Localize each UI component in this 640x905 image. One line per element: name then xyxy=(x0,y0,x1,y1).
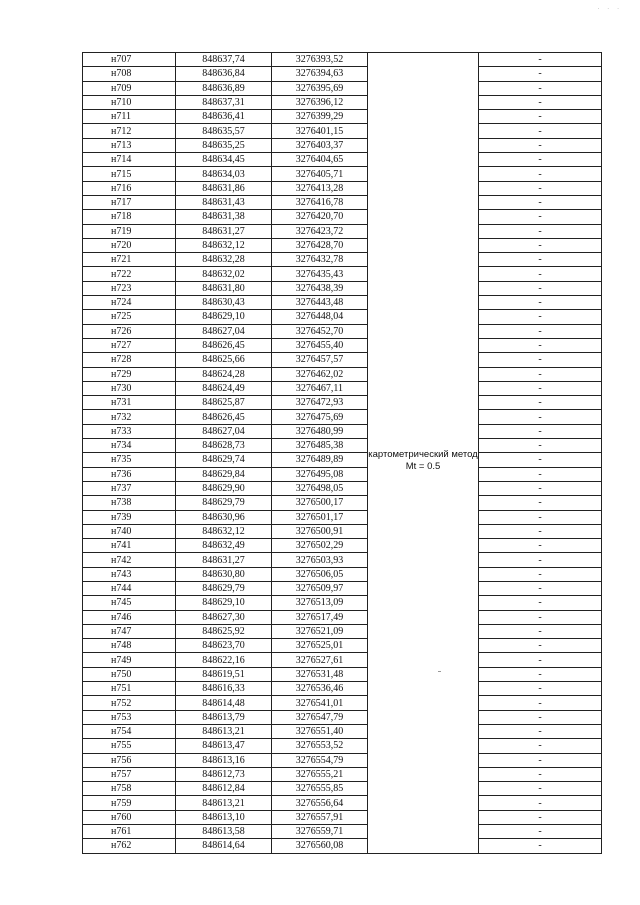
description-cell: - xyxy=(479,496,602,510)
description-cell: - xyxy=(479,424,602,438)
x-coordinate-cell: 848629,79 xyxy=(176,496,272,510)
description-cell: - xyxy=(479,95,602,109)
table-row xyxy=(83,510,602,524)
table-row xyxy=(83,496,602,510)
description-cell: - xyxy=(479,553,602,567)
point-name-cell: н756 xyxy=(83,753,176,767)
description-cell: - xyxy=(479,367,602,381)
y-coordinate-cell: 3276517,49 xyxy=(272,610,368,624)
table-row xyxy=(83,253,602,267)
table-row xyxy=(83,410,602,424)
description-cell: - xyxy=(479,110,602,124)
x-coordinate-cell: 848624,49 xyxy=(176,381,272,395)
description-cell: - xyxy=(479,410,602,424)
table-row xyxy=(83,396,602,410)
point-name-cell: н735 xyxy=(83,453,176,467)
y-coordinate-cell: 3276416,78 xyxy=(272,195,368,209)
x-coordinate-cell: 848613,58 xyxy=(176,825,272,839)
table-row xyxy=(83,310,602,324)
table-row xyxy=(83,610,602,624)
point-name-cell: н739 xyxy=(83,510,176,524)
point-name-cell: н718 xyxy=(83,210,176,224)
y-coordinate-cell: 3276555,21 xyxy=(272,767,368,781)
table-row xyxy=(83,553,602,567)
table-row xyxy=(83,167,602,181)
point-name-cell: н740 xyxy=(83,524,176,538)
point-name-cell: н753 xyxy=(83,710,176,724)
table-row xyxy=(83,696,602,710)
x-coordinate-cell: 848613,21 xyxy=(176,796,272,810)
description-cell: - xyxy=(479,667,602,681)
y-coordinate-cell: 3276503,93 xyxy=(272,553,368,567)
point-name-cell: н759 xyxy=(83,796,176,810)
x-coordinate-cell: 848626,45 xyxy=(176,338,272,352)
y-coordinate-cell: 3276395,69 xyxy=(272,81,368,95)
description-cell: - xyxy=(479,53,602,67)
description-cell: - xyxy=(479,739,602,753)
table-row xyxy=(83,796,602,810)
point-name-cell: н716 xyxy=(83,181,176,195)
table-row xyxy=(83,739,602,753)
description-cell: - xyxy=(479,167,602,181)
description-cell: - xyxy=(479,724,602,738)
y-coordinate-cell: 3276557,91 xyxy=(272,810,368,824)
point-name-cell: н732 xyxy=(83,410,176,424)
x-coordinate-cell: 848613,47 xyxy=(176,739,272,753)
table-row xyxy=(83,596,602,610)
x-coordinate-cell: 848631,80 xyxy=(176,281,272,295)
y-coordinate-cell: 3276513,09 xyxy=(272,596,368,610)
description-cell: - xyxy=(479,210,602,224)
description-cell: - xyxy=(479,338,602,352)
scan-speck xyxy=(438,671,441,672)
description-cell: - xyxy=(479,610,602,624)
y-coordinate-cell: 3276536,46 xyxy=(272,682,368,696)
description-cell: - xyxy=(479,710,602,724)
y-coordinate-cell: 3276531,48 xyxy=(272,667,368,681)
point-name-cell: н762 xyxy=(83,839,176,853)
method-text: картометрический метод Mt = 0.5 xyxy=(368,448,478,472)
x-coordinate-cell: 848629,84 xyxy=(176,467,272,481)
y-coordinate-cell: 3276455,40 xyxy=(272,338,368,352)
point-name-cell: н747 xyxy=(83,624,176,638)
point-name-cell: н717 xyxy=(83,195,176,209)
y-coordinate-cell: 3276553,52 xyxy=(272,739,368,753)
x-coordinate-cell: 848625,92 xyxy=(176,624,272,638)
table-row xyxy=(83,95,602,109)
table-row xyxy=(83,324,602,338)
point-name-cell: н741 xyxy=(83,539,176,553)
y-coordinate-cell: 3276502,29 xyxy=(272,539,368,553)
y-coordinate-cell: 3276501,17 xyxy=(272,510,368,524)
x-coordinate-cell: 848613,10 xyxy=(176,810,272,824)
y-coordinate-cell: 3276438,39 xyxy=(272,281,368,295)
description-cell: - xyxy=(479,253,602,267)
x-coordinate-cell: 848636,89 xyxy=(176,81,272,95)
point-name-cell: н734 xyxy=(83,439,176,453)
table-row xyxy=(83,181,602,195)
table-row xyxy=(83,567,602,581)
point-name-cell: н722 xyxy=(83,267,176,281)
point-name-cell: н758 xyxy=(83,782,176,796)
table-row xyxy=(83,224,602,238)
point-name-cell: н728 xyxy=(83,353,176,367)
x-coordinate-cell: 848625,87 xyxy=(176,396,272,410)
x-coordinate-cell: 848637,31 xyxy=(176,95,272,109)
description-cell: - xyxy=(479,796,602,810)
y-coordinate-cell: 3276462,02 xyxy=(272,367,368,381)
table-row xyxy=(83,439,602,453)
description-cell: - xyxy=(479,510,602,524)
y-coordinate-cell: 3276551,40 xyxy=(272,724,368,738)
table-row xyxy=(83,810,602,824)
x-coordinate-cell: 848625,66 xyxy=(176,353,272,367)
x-coordinate-cell: 848632,12 xyxy=(176,524,272,538)
table-row xyxy=(83,453,602,467)
y-coordinate-cell: 3276403,37 xyxy=(272,138,368,152)
point-name-cell: н742 xyxy=(83,553,176,567)
table-row xyxy=(83,624,602,638)
table-row xyxy=(83,767,602,781)
table-row xyxy=(83,381,602,395)
y-coordinate-cell: 3276547,79 xyxy=(272,710,368,724)
point-name-cell: н715 xyxy=(83,167,176,181)
table-row xyxy=(83,195,602,209)
point-name-cell: н719 xyxy=(83,224,176,238)
point-name-cell: н713 xyxy=(83,138,176,152)
x-coordinate-cell: 848627,04 xyxy=(176,324,272,338)
y-coordinate-cell: 3276432,78 xyxy=(272,253,368,267)
x-coordinate-cell: 848627,30 xyxy=(176,610,272,624)
x-coordinate-cell: 848632,49 xyxy=(176,539,272,553)
table-row xyxy=(83,367,602,381)
x-coordinate-cell: 848629,10 xyxy=(176,596,272,610)
point-name-cell: н731 xyxy=(83,396,176,410)
point-name-cell: н727 xyxy=(83,338,176,352)
point-name-cell: н746 xyxy=(83,610,176,624)
description-cell: - xyxy=(479,81,602,95)
x-coordinate-cell: 848627,04 xyxy=(176,424,272,438)
table-row xyxy=(83,424,602,438)
y-coordinate-cell: 3276509,97 xyxy=(272,581,368,595)
description-cell: - xyxy=(479,767,602,781)
y-coordinate-cell: 3276527,61 xyxy=(272,653,368,667)
point-name-cell: н726 xyxy=(83,324,176,338)
table-row xyxy=(83,353,602,367)
table-row xyxy=(83,839,602,853)
description-cell: - xyxy=(479,353,602,367)
description-cell: - xyxy=(479,567,602,581)
description-cell: - xyxy=(479,281,602,295)
description-cell: - xyxy=(479,67,602,81)
y-coordinate-cell: 3276554,79 xyxy=(272,753,368,767)
table-row xyxy=(83,753,602,767)
description-cell: - xyxy=(479,224,602,238)
table-row xyxy=(83,281,602,295)
point-name-cell: н751 xyxy=(83,682,176,696)
x-coordinate-cell: 848628,73 xyxy=(176,439,272,453)
y-coordinate-cell: 3276555,85 xyxy=(272,782,368,796)
description-cell: - xyxy=(479,153,602,167)
x-coordinate-cell: 848636,41 xyxy=(176,110,272,124)
x-coordinate-cell: 848632,02 xyxy=(176,267,272,281)
point-name-cell: н745 xyxy=(83,596,176,610)
y-coordinate-cell: 3276393,52 xyxy=(272,53,368,67)
table-row xyxy=(83,153,602,167)
x-coordinate-cell: 848631,27 xyxy=(176,224,272,238)
point-name-cell: н737 xyxy=(83,481,176,495)
description-cell: - xyxy=(479,596,602,610)
y-coordinate-cell: 3276428,70 xyxy=(272,238,368,252)
y-coordinate-cell: 3276467,11 xyxy=(272,381,368,395)
y-coordinate-cell: 3276457,57 xyxy=(272,353,368,367)
x-coordinate-cell: 848613,79 xyxy=(176,710,272,724)
point-name-cell: н736 xyxy=(83,467,176,481)
y-coordinate-cell: 3276420,70 xyxy=(272,210,368,224)
x-coordinate-cell: 848624,28 xyxy=(176,367,272,381)
x-coordinate-cell: 848622,16 xyxy=(176,653,272,667)
description-cell: - xyxy=(479,467,602,481)
scan-corner-mark: · · · xyxy=(597,6,622,13)
y-coordinate-cell: 3276521,09 xyxy=(272,624,368,638)
x-coordinate-cell: 848631,86 xyxy=(176,181,272,195)
y-coordinate-cell: 3276472,93 xyxy=(272,396,368,410)
x-coordinate-cell: 848630,80 xyxy=(176,567,272,581)
y-coordinate-cell: 3276396,12 xyxy=(272,95,368,109)
y-coordinate-cell: 3276556,64 xyxy=(272,796,368,810)
table-row xyxy=(83,710,602,724)
x-coordinate-cell: 848635,57 xyxy=(176,124,272,138)
point-name-cell: н733 xyxy=(83,424,176,438)
y-coordinate-cell: 3276448,04 xyxy=(272,310,368,324)
x-coordinate-cell: 848631,43 xyxy=(176,195,272,209)
x-coordinate-cell: 848634,45 xyxy=(176,153,272,167)
y-coordinate-cell: 3276452,70 xyxy=(272,324,368,338)
x-coordinate-cell: 848637,74 xyxy=(176,53,272,67)
point-name-cell: н714 xyxy=(83,153,176,167)
description-cell: - xyxy=(479,181,602,195)
x-coordinate-cell: 848629,79 xyxy=(176,581,272,595)
x-coordinate-cell: 848613,21 xyxy=(176,724,272,738)
point-name-cell: н724 xyxy=(83,296,176,310)
x-coordinate-cell: 848614,48 xyxy=(176,696,272,710)
x-coordinate-cell: 848631,38 xyxy=(176,210,272,224)
table-row xyxy=(83,53,602,67)
point-name-cell: н723 xyxy=(83,281,176,295)
table-row xyxy=(83,138,602,152)
y-coordinate-cell: 3276413,28 xyxy=(272,181,368,195)
method-cell xyxy=(368,53,479,854)
point-name-cell: н721 xyxy=(83,253,176,267)
point-name-cell: н712 xyxy=(83,124,176,138)
y-coordinate-cell: 3276489,89 xyxy=(272,453,368,467)
point-name-cell: н710 xyxy=(83,95,176,109)
x-coordinate-cell: 848612,84 xyxy=(176,782,272,796)
y-coordinate-cell: 3276435,43 xyxy=(272,267,368,281)
description-cell: - xyxy=(479,381,602,395)
point-name-cell: н720 xyxy=(83,238,176,252)
x-coordinate-cell: 848636,84 xyxy=(176,67,272,81)
y-coordinate-cell: 3276404,65 xyxy=(272,153,368,167)
y-coordinate-cell: 3276500,91 xyxy=(272,524,368,538)
description-cell: - xyxy=(479,825,602,839)
point-name-cell: н707 xyxy=(83,53,176,67)
point-name-cell: н744 xyxy=(83,581,176,595)
point-name-cell: н743 xyxy=(83,567,176,581)
description-cell: - xyxy=(479,396,602,410)
x-coordinate-cell: 848631,27 xyxy=(176,553,272,567)
coordinates-table xyxy=(82,52,602,854)
x-coordinate-cell: 848629,74 xyxy=(176,453,272,467)
y-coordinate-cell: 3276525,01 xyxy=(272,639,368,653)
description-cell: - xyxy=(479,124,602,138)
x-coordinate-cell: 848630,43 xyxy=(176,296,272,310)
x-coordinate-cell: 848629,10 xyxy=(176,310,272,324)
point-name-cell: н748 xyxy=(83,639,176,653)
y-coordinate-cell: 3276423,72 xyxy=(272,224,368,238)
point-name-cell: н738 xyxy=(83,496,176,510)
table-row xyxy=(83,682,602,696)
y-coordinate-cell: 3276475,69 xyxy=(272,410,368,424)
description-cell: - xyxy=(479,296,602,310)
table-row xyxy=(83,481,602,495)
x-coordinate-cell: 848629,90 xyxy=(176,481,272,495)
y-coordinate-cell: 3276401,15 xyxy=(272,124,368,138)
table-row xyxy=(83,825,602,839)
table-row xyxy=(83,639,602,653)
description-cell: - xyxy=(479,267,602,281)
table-row xyxy=(83,724,602,738)
description-cell: - xyxy=(479,524,602,538)
y-coordinate-cell: 3276485,38 xyxy=(272,439,368,453)
description-cell: - xyxy=(479,195,602,209)
point-name-cell: н725 xyxy=(83,310,176,324)
x-coordinate-cell: 848630,96 xyxy=(176,510,272,524)
y-coordinate-cell: 3276506,05 xyxy=(272,567,368,581)
point-name-cell: н711 xyxy=(83,110,176,124)
x-coordinate-cell: 848614,64 xyxy=(176,839,272,853)
x-coordinate-cell: 848623,70 xyxy=(176,639,272,653)
description-cell: - xyxy=(479,138,602,152)
coordinates-table-body xyxy=(83,53,602,854)
table-row xyxy=(83,653,602,667)
description-cell: - xyxy=(479,539,602,553)
table-row xyxy=(83,110,602,124)
table-row xyxy=(83,338,602,352)
table-row xyxy=(83,238,602,252)
point-name-cell: н754 xyxy=(83,724,176,738)
table-row xyxy=(83,296,602,310)
y-coordinate-cell: 3276394,63 xyxy=(272,67,368,81)
y-coordinate-cell: 3276480,99 xyxy=(272,424,368,438)
description-cell: - xyxy=(479,439,602,453)
table-row xyxy=(83,467,602,481)
table-row xyxy=(83,124,602,138)
y-coordinate-cell: 3276541,01 xyxy=(272,696,368,710)
table-row xyxy=(83,782,602,796)
point-name-cell: н752 xyxy=(83,696,176,710)
table-row xyxy=(83,67,602,81)
point-name-cell: н750 xyxy=(83,667,176,681)
description-cell: - xyxy=(479,624,602,638)
description-cell: - xyxy=(479,753,602,767)
description-cell: - xyxy=(479,238,602,252)
point-name-cell: н709 xyxy=(83,81,176,95)
x-coordinate-cell: 848626,45 xyxy=(176,410,272,424)
point-name-cell: н757 xyxy=(83,767,176,781)
description-cell: - xyxy=(479,839,602,853)
table-row xyxy=(83,581,602,595)
description-cell: - xyxy=(479,310,602,324)
y-coordinate-cell: 3276500,17 xyxy=(272,496,368,510)
description-cell: - xyxy=(479,639,602,653)
x-coordinate-cell: 848612,73 xyxy=(176,767,272,781)
point-name-cell: н755 xyxy=(83,739,176,753)
description-cell: - xyxy=(479,810,602,824)
x-coordinate-cell: 848634,03 xyxy=(176,167,272,181)
y-coordinate-cell: 3276443,48 xyxy=(272,296,368,310)
description-cell: - xyxy=(479,782,602,796)
y-coordinate-cell: 3276495,08 xyxy=(272,467,368,481)
description-cell: - xyxy=(479,453,602,467)
x-coordinate-cell: 848632,28 xyxy=(176,253,272,267)
table-row xyxy=(83,210,602,224)
description-cell: - xyxy=(479,324,602,338)
point-name-cell: н708 xyxy=(83,67,176,81)
y-coordinate-cell: 3276405,71 xyxy=(272,167,368,181)
x-coordinate-cell: 848635,25 xyxy=(176,138,272,152)
table-row xyxy=(83,81,602,95)
description-cell: - xyxy=(479,696,602,710)
description-cell: - xyxy=(479,682,602,696)
table-row xyxy=(83,539,602,553)
y-coordinate-cell: 3276560,08 xyxy=(272,839,368,853)
x-coordinate-cell: 848613,16 xyxy=(176,753,272,767)
description-cell: - xyxy=(479,481,602,495)
x-coordinate-cell: 848632,12 xyxy=(176,238,272,252)
point-name-cell: н760 xyxy=(83,810,176,824)
point-name-cell: н730 xyxy=(83,381,176,395)
table-row xyxy=(83,267,602,281)
description-cell: - xyxy=(479,653,602,667)
point-name-cell: н729 xyxy=(83,367,176,381)
y-coordinate-cell: 3276399,29 xyxy=(272,110,368,124)
description-cell: - xyxy=(479,581,602,595)
point-name-cell: н749 xyxy=(83,653,176,667)
y-coordinate-cell: 3276498,05 xyxy=(272,481,368,495)
x-coordinate-cell: 848619,51 xyxy=(176,667,272,681)
y-coordinate-cell: 3276559,71 xyxy=(272,825,368,839)
table-row xyxy=(83,667,602,681)
point-name-cell: н761 xyxy=(83,825,176,839)
x-coordinate-cell: 848616,33 xyxy=(176,682,272,696)
table-row xyxy=(83,524,602,538)
